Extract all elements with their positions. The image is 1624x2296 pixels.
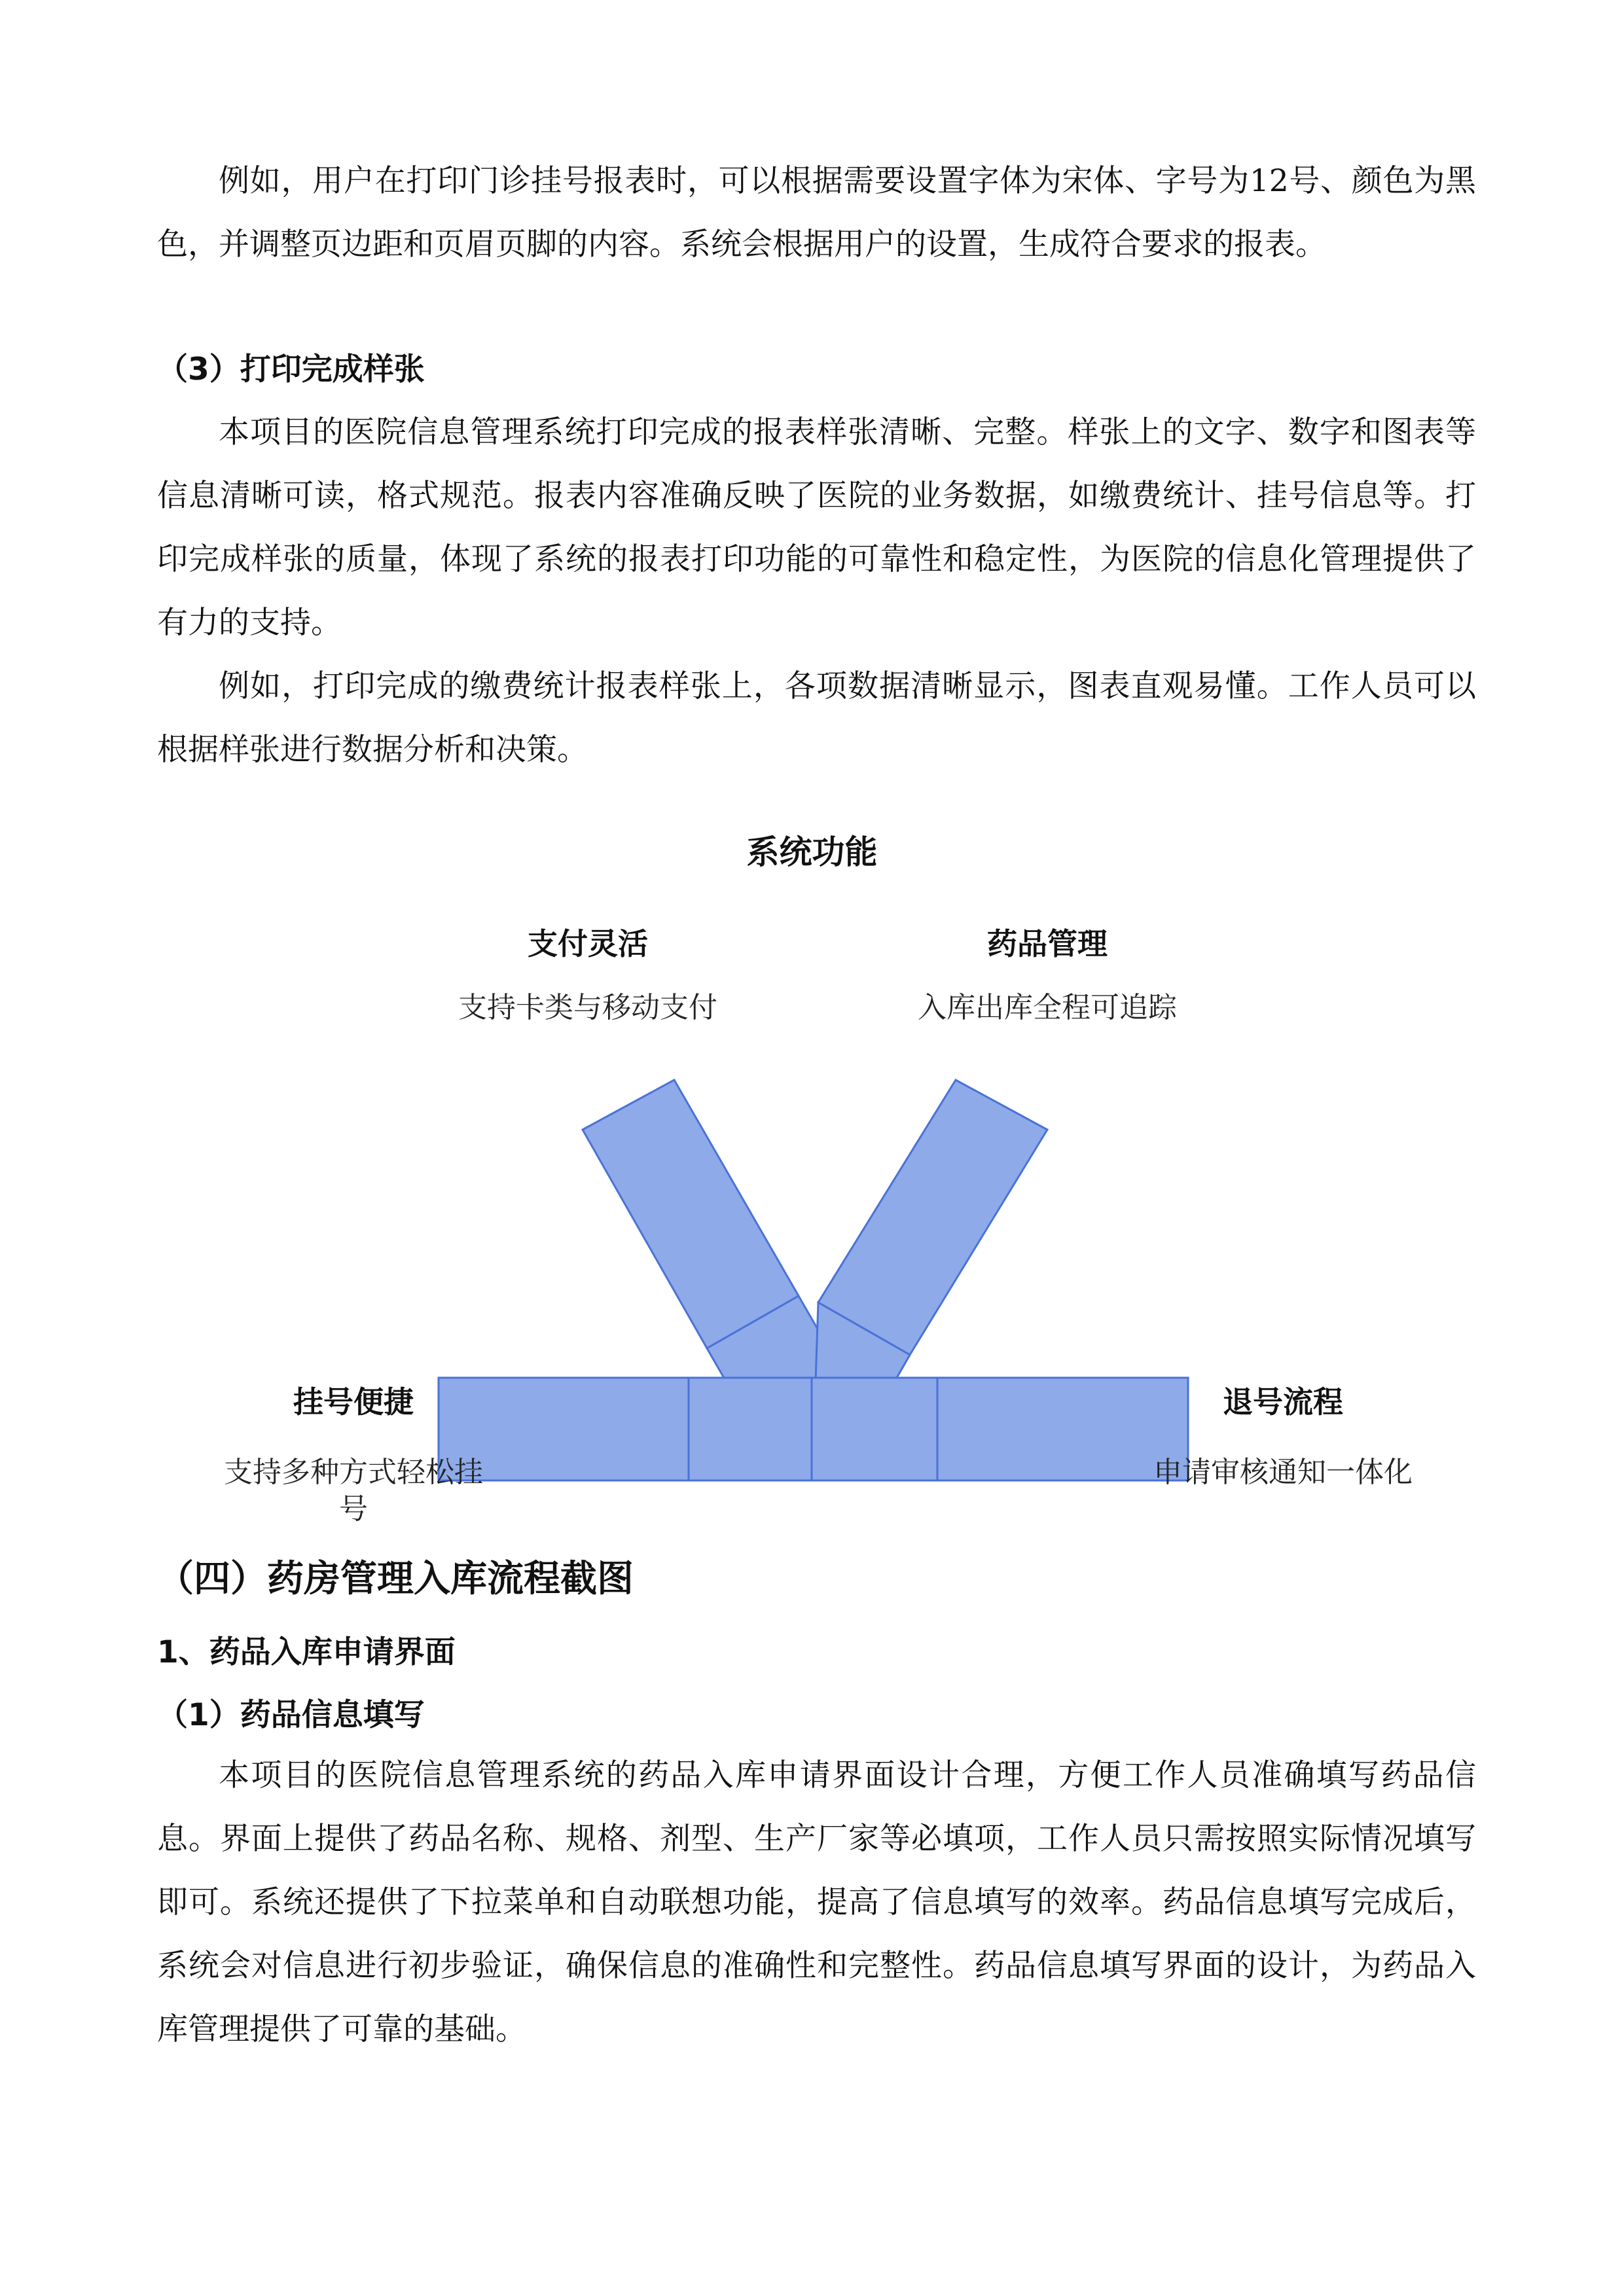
feature-drug-title: 药品管理 [987,926,1108,961]
feature-registration-desc: 支持多种方式轻松挂号 [224,1456,483,1526]
diagram-title: 系统功能 [746,833,878,871]
diagram-shapes [439,1080,1188,1480]
diagram-block-left-arm-outer [583,1080,799,1348]
feature-drug-desc: 入库出库全程可追踪 [918,991,1177,1024]
subheading-inbound-application: 1、药品入库申请界面 [157,1634,456,1670]
paragraph-drug-info-entry: 本项目的医院信息管理系统的药品入库申请界面设计合理，方便工作人员准确填写药品信息。界面上提供了药品名称、规格、剂型、生产厂家等必填项，工作人员只需按照实际情况填写即可。系统还提供了下拉菜单和自动联想功能，提高了信息填写的效率。药品信息填写完成后，系统会对信息进行初步验证，确保信息的准确性和完整性。药品信息填写界面的设计，为药品入库管理提供了可靠的基础。 [157,1757,1476,2047]
feature-payment-desc: 支持卡类与移动支付 [458,991,717,1024]
diagram-block-right-arm-outer [818,1080,1047,1355]
feature-drug-management [884,924,1211,1026]
feature-refund-title: 退号流程 [1223,1384,1343,1420]
feature-registration-title: 挂号便捷 [293,1384,414,1420]
heading-print-sample: （3）打印完成样张 [157,351,425,387]
feature-registration [190,1382,517,1528]
feature-refund [1119,1382,1447,1491]
feature-refund-desc: 申请审核通知一体化 [1153,1456,1413,1489]
feature-payment-title: 支付灵活 [528,926,648,961]
diagram-block-center [812,1378,937,1480]
paragraph-print-sample: 本项目的医院信息管理系统打印完成的报表样张清晰、完整。样张上的文字、数字和图表等信息清晰可读，格式规范。报表内容准确反映了医院的业务数据，如缴费统计、挂号信息等。打印完成样张的质量，体现了系统的报表打印功能的可靠性和稳定性，为医院的信息化管理提供了有力的支持。 [157,414,1476,641]
feature-payment [424,924,751,1026]
section-heading-pharmacy-inbound: （四）药房管理入库流程截图 [157,1558,634,1600]
paragraph-font-settings-example: 例如，用户在打印门诊挂号报表时，可以根据需要设置字体为宋体、字号为12号、颜色为黑色，并调整页边距和页眉页脚的内容。系统会根据用户的设置，生成符合要求的报表。 [157,163,1476,262]
subheading-drug-info-entry: （1）药品信息填写 [157,1697,425,1733]
diagram-block-left-bar-inner [689,1378,812,1480]
paragraph-payment-report-example: 例如，打印完成的缴费统计报表样张上，各项数据清晰显示，图表直观易懂。工作人员可以根据样张进行数据分析和决策。 [157,668,1476,768]
